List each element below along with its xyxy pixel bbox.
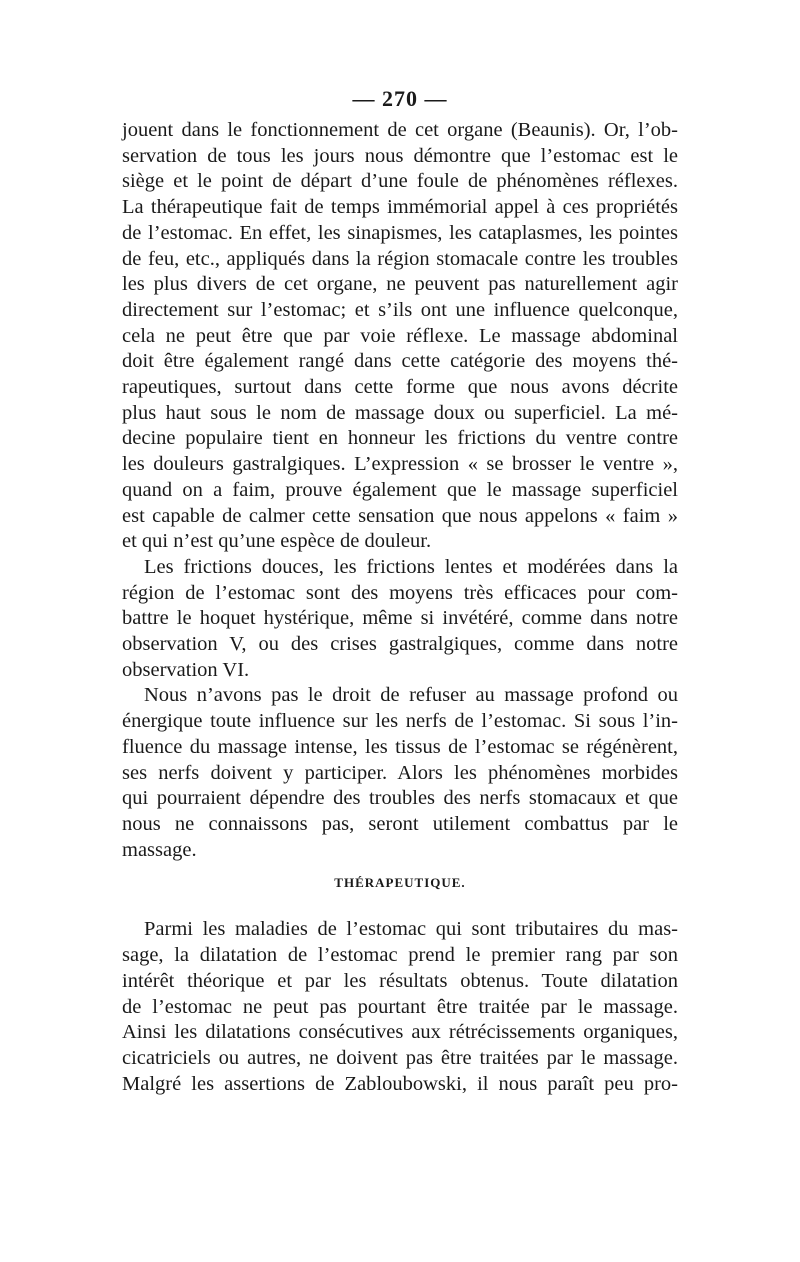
text-line: est capable de calmer cette sensation que nous appelons « faim » <box>122 504 678 527</box>
text-line: jouent dans le fonctionnement de cet organe (Beaunis). Or, l’ob- <box>122 119 678 141</box>
text-line: région de l’estomac sont des moyens très efficaces pour com- <box>122 581 678 604</box>
text-line: plus haut sous le nom de massage doux ou superficiel. La mé- <box>122 401 678 424</box>
text-line: de feu, etc., appliqués dans la région stomacale contre les troubles <box>122 247 678 270</box>
text-line: Parmi les maladies de l’estomac qui sont tributaires du mas- <box>144 918 678 941</box>
text-line: doit être également rangé dans cette catégorie des moyens thé- <box>122 350 678 373</box>
page-number: — 270 — <box>352 86 448 111</box>
text-line: fluence du massage intense, les tissus de l’estomac se régénèrent, <box>122 735 678 758</box>
text-line: observation V, ou des crises gastralgiques, comme dans notre <box>122 633 678 656</box>
text-line: nous ne connaissons pas, seront utilement combattus par le <box>122 812 678 835</box>
text-line: observation VI. <box>122 658 250 681</box>
text-line: La thérapeutique fait de temps immémorial appel à ces propriétés <box>122 196 678 219</box>
paragraph-3 <box>122 683 678 863</box>
book-page <box>122 86 678 1097</box>
text-line: intérêt théorique et par les résultats obtenus. Toute dilatation <box>122 969 678 992</box>
text-line: de l’estomac. En effet, les sinapismes, les cataplasmes, les pointes <box>122 221 678 244</box>
text-line: rapeutiques, surtout dans cette forme que nous avons décrite <box>122 376 678 399</box>
text-line: decine populaire tient en honneur les frictions du ventre contre <box>122 427 678 450</box>
text-line: et qui n’est qu’une espèce de douleur. <box>122 530 432 553</box>
paragraph-4 <box>122 917 678 1097</box>
text-line: Ainsi les dilatations consécutives aux rétrécissements organiques, <box>122 1021 678 1044</box>
text-line: Les frictions douces, les frictions lentes et modérées dans la <box>144 555 678 578</box>
text-line: battre le hoquet hystérique, même si invétéré, comme dans notre <box>122 607 678 630</box>
text-line: de l’estomac ne peut pas pourtant être traitée par le massage. <box>122 995 678 1018</box>
text-line: sage, la dilatation de l’estomac prend le premier rang par son <box>122 944 678 967</box>
text-line: ses nerfs doivent y participer. Alors les phénomènes morbides <box>122 761 678 784</box>
text-line: qui pourraient dépendre des troubles des nerfs stomacaux et que <box>122 787 678 810</box>
text-line: massage. <box>122 838 197 861</box>
text-line: énergique toute influence sur les nerfs de l’estomac. Si sous l’in- <box>122 710 678 733</box>
text-line: les douleurs gastralgiques. L’expression « se brosser le ventre », <box>122 453 678 476</box>
text-line: Malgré les assertions de Zabloubowski, il nous paraît peu pro- <box>122 1072 678 1095</box>
text-line: siège et le point de départ d’une foule de phénomènes réflexes. <box>122 170 678 193</box>
text-line: cela ne peut être que par voie réflexe. Le massage abdominal <box>122 324 678 347</box>
text-line: cicatriciels ou autres, ne doivent pas être traitées par le massage. <box>122 1046 678 1069</box>
text-line: Nous n’avons pas le droit de refuser au massage profond ou <box>144 684 678 707</box>
paragraph-2 <box>122 555 678 684</box>
section-heading: THÉRAPEUTIQUE. <box>334 875 466 891</box>
text-line: directement sur l’estomac; et s’ils ont une influence quelconque, <box>122 298 678 321</box>
text-line: quand on a faim, prouve également que le massage superficiel <box>122 478 678 501</box>
paragraph-1 <box>122 118 678 555</box>
text-line: servation de tous les jours nous démontre que l’estomac est le <box>122 144 678 167</box>
text-line: les plus divers de cet organe, ne peuvent pas naturellement agir <box>122 273 678 296</box>
